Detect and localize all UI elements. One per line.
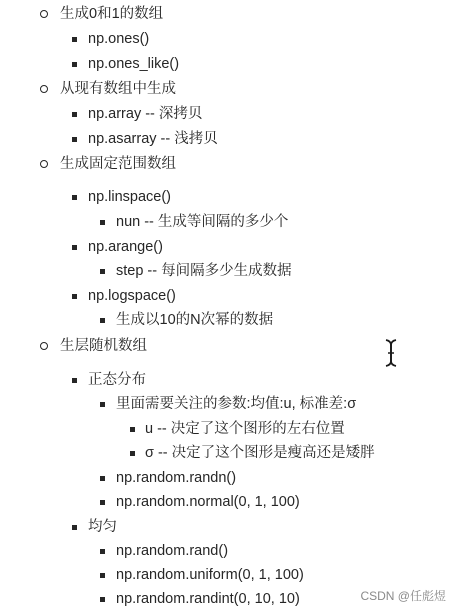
hollow-circle-bullet-icon — [40, 342, 48, 350]
square-bullet-icon — [72, 62, 77, 67]
item-text: np.arange() — [88, 239, 163, 255]
item-text: 从现有数组中生成 — [60, 81, 176, 97]
watermark: CSDN @任彪煜 — [360, 589, 446, 603]
square-bullet-icon — [100, 402, 105, 407]
item-text: 生层随机数组 — [60, 338, 147, 354]
square-bullet-icon — [100, 318, 105, 323]
hollow-circle-bullet-icon — [40, 10, 48, 18]
item-text: np.linspace() — [88, 189, 172, 205]
square-bullet-icon — [72, 525, 77, 530]
text-cursor-icon — [384, 338, 398, 368]
item-text: np.random.uniform(0, 1, 100) — [116, 567, 304, 583]
item-text: 生成以10的N次幂的数据 — [116, 312, 274, 328]
item-text: u -- 决定了这个图形的左右位置 — [145, 421, 345, 437]
item-text: np.random.normal(0, 1, 100) — [116, 494, 300, 510]
square-bullet-icon — [100, 549, 105, 554]
square-bullet-icon — [72, 378, 77, 383]
item-text: step -- 每间隔多少生成数据 — [116, 263, 292, 279]
item-text: np.logspace() — [88, 288, 176, 304]
item-text: 生成固定范围数组 — [60, 156, 176, 172]
square-bullet-icon — [72, 137, 77, 142]
item-text: np.array -- 深拷贝 — [88, 106, 203, 122]
hollow-circle-bullet-icon — [40, 85, 48, 93]
square-bullet-icon — [100, 500, 105, 505]
item-text: 正态分布 — [88, 372, 146, 388]
item-text: σ -- 决定了这个图形是瘦高还是矮胖 — [145, 445, 375, 461]
item-text: 生成0和1的数组 — [60, 6, 164, 22]
item-text: np.ones() — [88, 31, 150, 47]
square-bullet-icon — [100, 269, 105, 274]
square-bullet-icon — [130, 451, 135, 456]
item-text: nun -- 生成等间隔的多少个 — [116, 214, 289, 230]
item-text: np.ones_like() — [88, 56, 180, 72]
item-text: np.random.rand() — [116, 543, 229, 559]
square-bullet-icon — [100, 476, 105, 481]
square-bullet-icon — [72, 195, 77, 200]
item-text: 均匀 — [88, 519, 117, 535]
item-text: np.random.randn() — [116, 470, 237, 486]
square-bullet-icon — [72, 245, 77, 250]
item-text: np.random.randint(0, 10, 10) — [116, 591, 300, 607]
hollow-circle-bullet-icon — [40, 160, 48, 168]
square-bullet-icon — [72, 294, 77, 299]
square-bullet-icon — [100, 220, 105, 225]
square-bullet-icon — [72, 112, 77, 117]
square-bullet-icon — [100, 573, 105, 578]
square-bullet-icon — [130, 427, 135, 432]
square-bullet-icon — [100, 597, 105, 602]
square-bullet-icon — [72, 37, 77, 42]
item-text: 里面需要关注的参数:均值:u, 标准差:σ — [116, 396, 357, 412]
item-text: np.asarray -- 浅拷贝 — [88, 131, 218, 147]
